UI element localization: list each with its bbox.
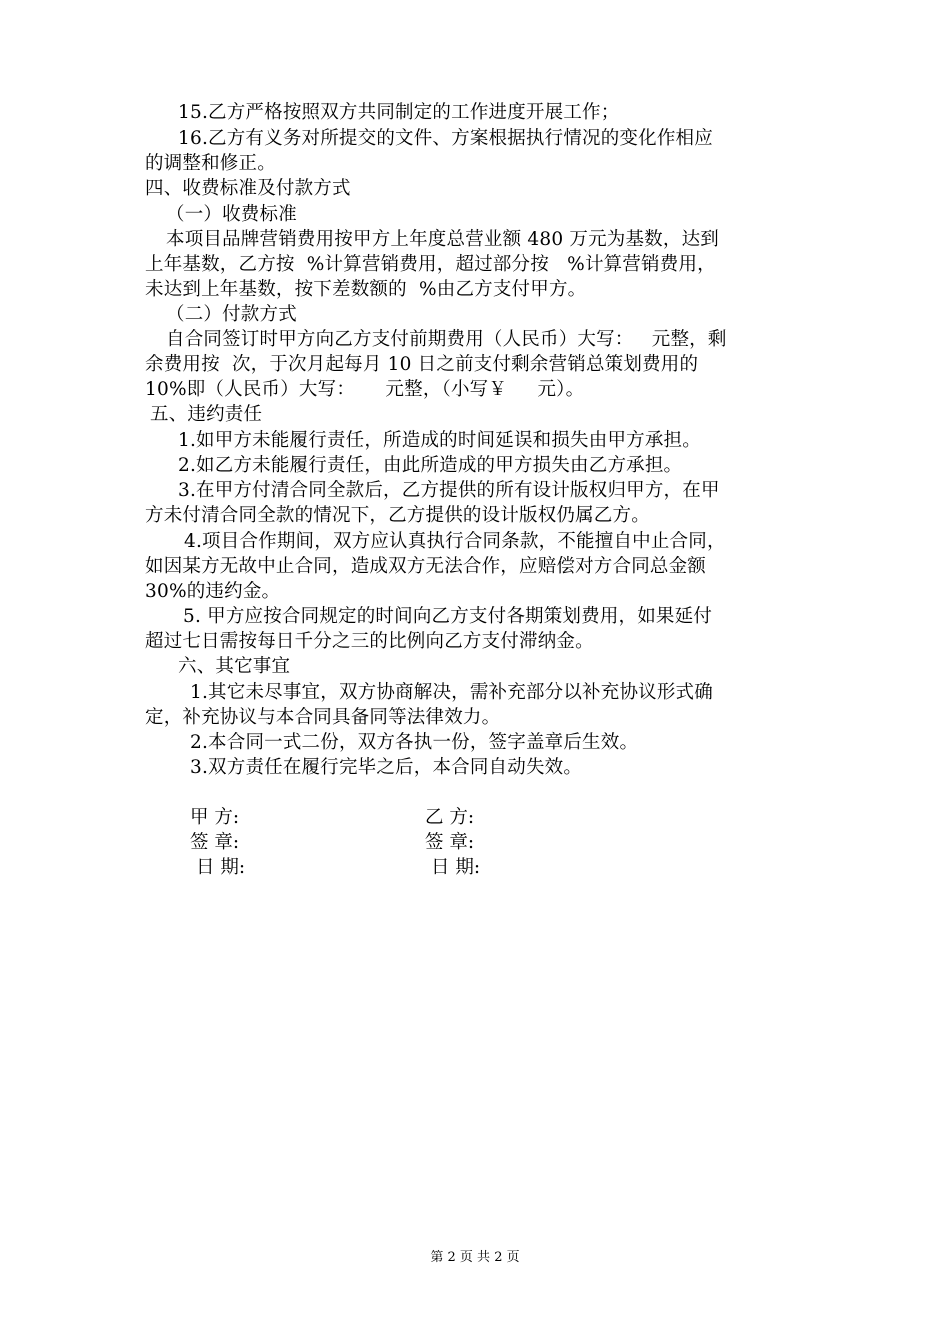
breach-clause-2: 2.如乙方未能履行责任，由此所造成的甲方损失由乙方承担。	[178, 455, 683, 476]
date-b-label: 日 期:	[431, 857, 481, 878]
payment-paragraph-line-1: 自合同签订时甲方向乙方支付前期费用（人民币）大写： 元整，剩	[166, 329, 727, 350]
page-number-footer: 第 2 页 共 2 页	[430, 1250, 520, 1265]
party-b-label: 乙 方:	[425, 807, 475, 828]
fee-paragraph-line-1: 本项目品牌营销费用按甲方上年度总营业额 480 万元为基数，达到	[166, 229, 719, 250]
clause-15: 15.乙方严格按照双方共同制定的工作进度开展工作；	[178, 102, 620, 123]
payment-paragraph-line-2: 余费用按 次，于次月起每月 10 日之前支付剩余营销总策划费用的	[145, 354, 699, 375]
breach-clause-3-line-2: 方未付清合同全款的情况下，乙方提供的设计版权仍属乙方。	[145, 505, 650, 526]
subsection-fee-standard: （一）收费标准	[166, 204, 297, 225]
breach-clause-1: 1.如甲方未能履行责任，所造成的时间延误和损失由甲方承担。	[178, 430, 701, 451]
misc-clause-1-line-1: 1.其它未尽事宜，双方协商解决，需补充部分以补充协议形式确	[190, 682, 713, 703]
section-4-heading: 四、收费标准及付款方式	[145, 178, 351, 199]
breach-clause-4-line-1: 4.项目合作期间，双方应认真执行合同条款，不能擅自中止合同，	[184, 531, 726, 552]
misc-clause-3: 3.双方责任在履行完毕之后，本合同自动失效。	[190, 757, 583, 778]
fee-paragraph-line-2: 上年基数，乙方按 %计算营销费用，超过部分按 %计算营销费用，	[145, 254, 716, 275]
breach-clause-5-line-2: 超过七日需按每日千分之三的比例向乙方支付滞纳金。	[145, 631, 594, 652]
seal-a-label: 签 章:	[190, 832, 240, 853]
breach-clause-3-line-1: 3.在甲方付清合同全款后，乙方提供的所有设计版权归甲方，在甲	[178, 480, 720, 501]
clause-16-line-1: 16.乙方有义务对所提交的文件、方案根据执行情况的变化作相应	[178, 128, 713, 149]
subsection-payment-method: （二）付款方式	[166, 304, 297, 325]
misc-clause-2: 2.本合同一式二份，双方各执一份，签字盖章后生效。	[190, 732, 639, 753]
payment-paragraph-line-3: 10%即（人民币）大写： 元整，（小写￥ 元）。	[145, 379, 585, 400]
clause-16-line-2: 的调整和修正。	[145, 153, 276, 174]
date-a-label: 日 期:	[196, 857, 246, 878]
breach-clause-4-line-2: 如因某方无故中止合同，造成双方无法合作，应赔偿对方合同总金额	[145, 556, 707, 577]
breach-clause-4-line-3: 30%的违约金。	[145, 581, 281, 602]
party-a-label: 甲 方:	[190, 807, 240, 828]
section-6-heading: 六、其它事宜	[178, 656, 291, 677]
section-5-heading: 五、违约责任	[150, 404, 263, 425]
seal-b-label: 签 章:	[425, 832, 475, 853]
fee-paragraph-line-3: 未达到上年基数，按下差数额的 %由乙方支付甲方。	[145, 279, 587, 300]
breach-clause-5-line-1: 5. 甲方应按合同规定的时间向乙方支付各期策划费用，如果延付	[183, 606, 713, 627]
misc-clause-1-line-2: 定，补充协议与本合同具备同等法律效力。	[145, 707, 501, 728]
